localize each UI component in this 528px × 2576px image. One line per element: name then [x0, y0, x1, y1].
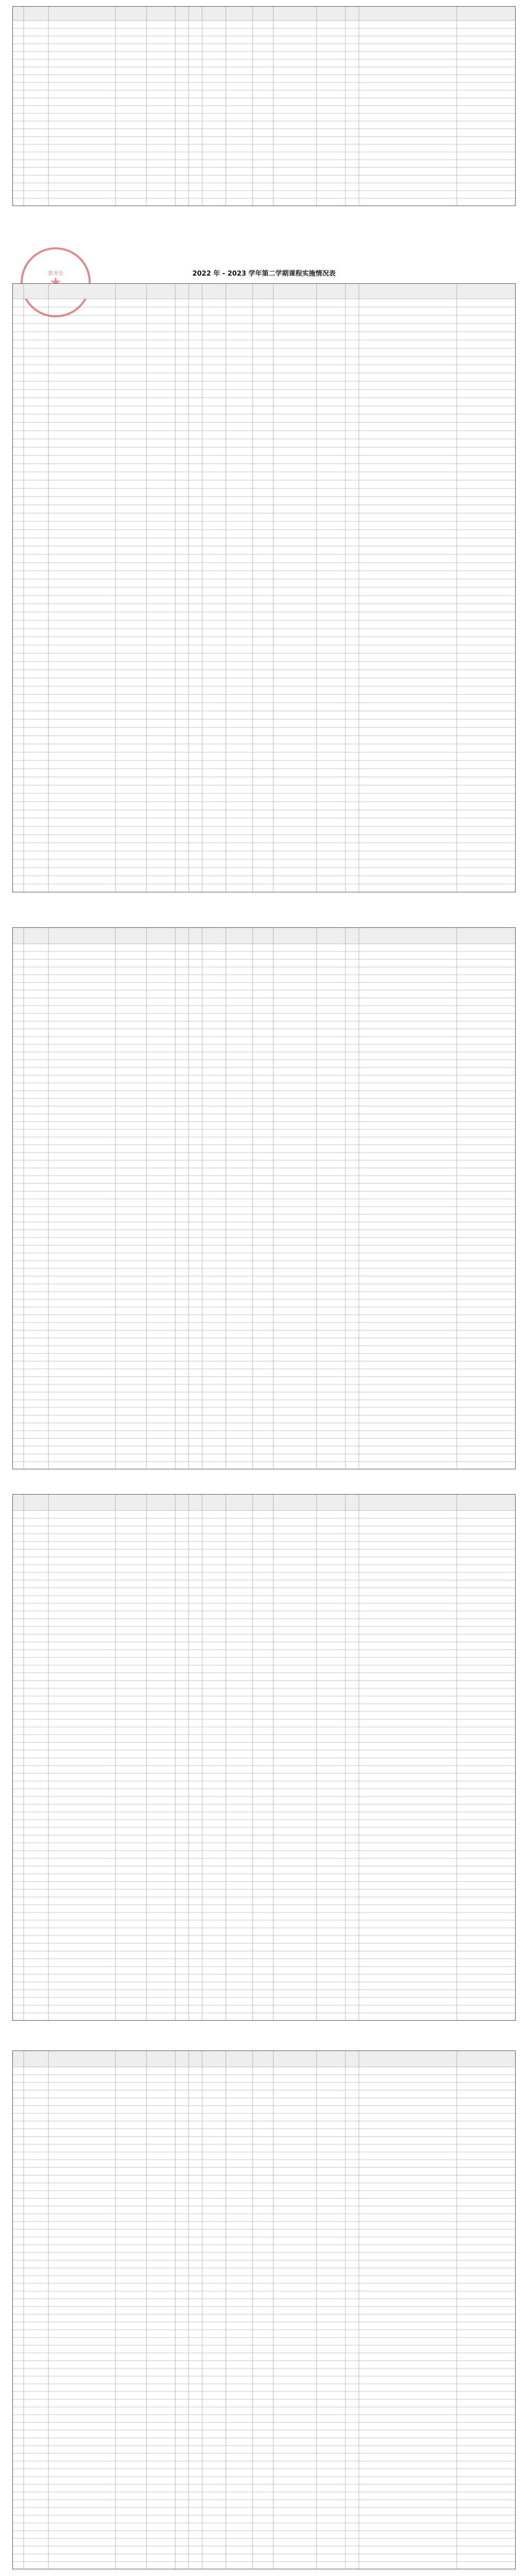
table-header-row — [12, 1494, 516, 1511]
table-border — [13, 284, 516, 892]
seal-text: 教务处 — [48, 271, 63, 277]
table-border — [13, 7, 516, 206]
table-header-row — [12, 283, 516, 299]
page-3 — [0, 922, 528, 1479]
table-border — [13, 928, 516, 1469]
page-5 — [0, 2045, 528, 2576]
course-table-part-4-grid — [12, 1494, 516, 2021]
table-border — [13, 1495, 516, 2021]
page-2 — [0, 227, 528, 907]
course-table-part-1 — [12, 6, 516, 206]
page-4 — [0, 1489, 528, 2035]
table-header-row — [12, 2050, 516, 2067]
table-border — [13, 2051, 516, 2569]
table-header-row — [12, 927, 516, 944]
course-table-part-2 — [12, 283, 516, 892]
course-table-part-2-grid — [12, 283, 516, 892]
course-table-part-3-grid — [12, 927, 516, 1469]
table-header-row — [12, 6, 516, 21]
course-table-part-4 — [12, 1494, 516, 2021]
document-title: 2022 年 - 2023 学年第二学期课程实施情况表 — [192, 270, 336, 278]
course-table-part-1-grid — [12, 6, 516, 206]
course-table-part-5 — [12, 2050, 516, 2569]
course-table-part-5-grid — [12, 2050, 516, 2569]
page-1 — [0, 0, 528, 216]
course-table-part-3 — [12, 927, 516, 1469]
